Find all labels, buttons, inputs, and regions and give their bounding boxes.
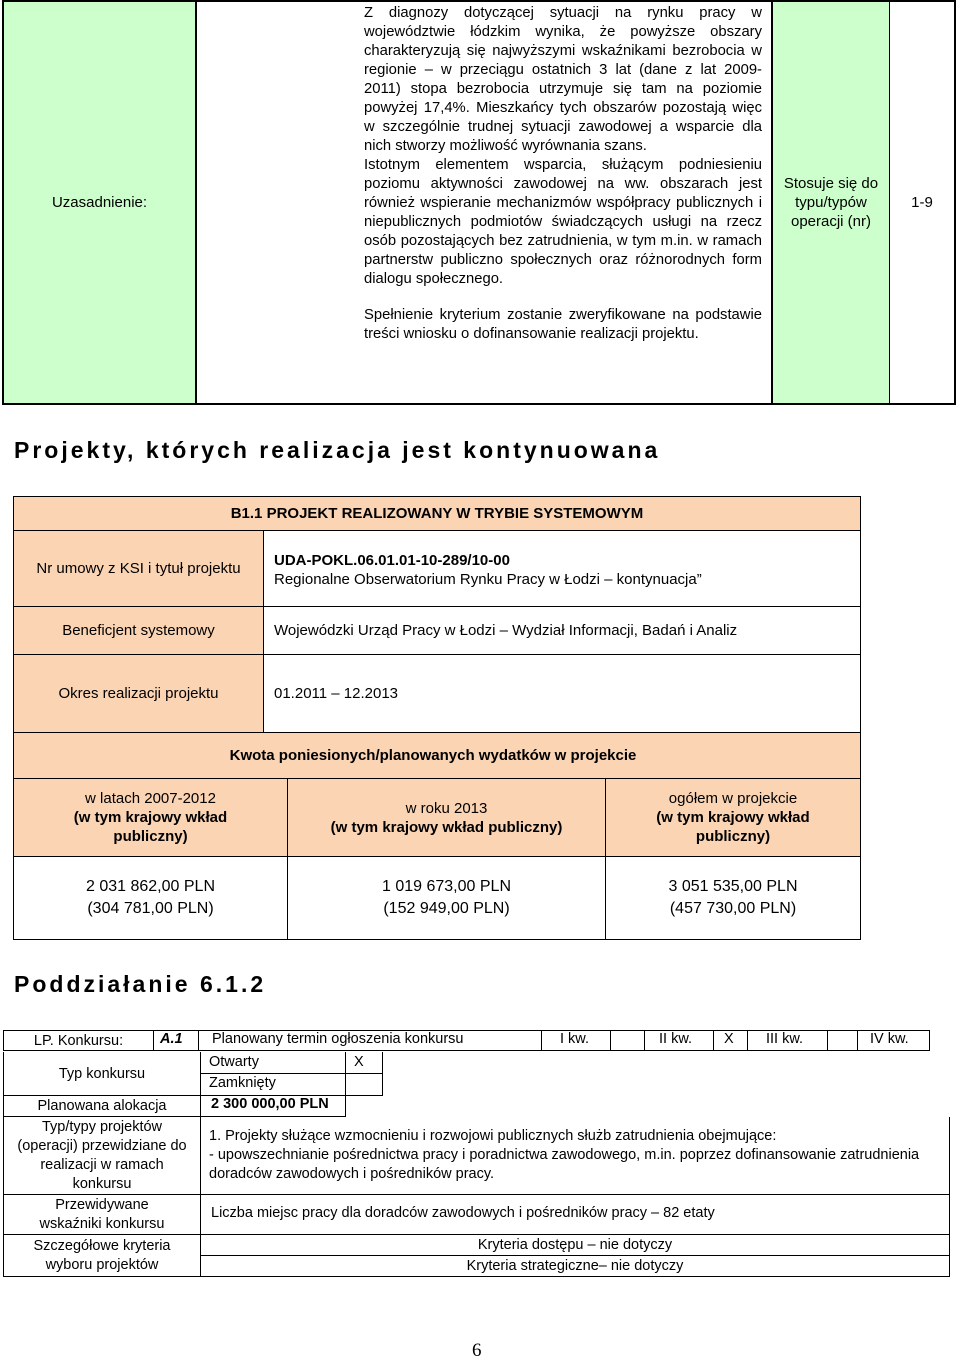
section-title-continued-projects: Projekty, których realizacja jest kontynuowana <box>14 437 661 463</box>
types-line-2: - upowszechnianie pośrednictwa pracy i poradnictwa zawodowego, m.in. poprzez dofinansowanie zatrudnienia doradców zawodowych i pośredników pracy. <box>209 1147 920 1182</box>
lp-label: LP. Konkursu: <box>33 1032 124 1049</box>
types-label: Typ/typy projektów (operacji) przewidziane do realizacji w ramach konkursu <box>17 1118 187 1192</box>
expenses-header-cell <box>14 733 860 779</box>
contract-title: Regionalne Obserwatorium Rynku Pracy w Łodzi – kontynuacja” <box>274 571 702 588</box>
types-line-1: 1. Projekty służące wzmocnieniu i rozwojowi publicznych służb zatrudnienia obejmujące: <box>209 1128 777 1144</box>
applies-value: 1-9 <box>911 194 933 211</box>
contract-label: Nr umowy z KSI i tytuł projektu <box>36 560 241 577</box>
criteria-strategic: Kryteria strategiczne– nie dotyczy <box>466 1258 684 1274</box>
beneficiary-value: Wojewódzki Urząd Pracy w Łodzi – Wydział Informacji, Badań i Analiz <box>274 622 738 639</box>
contest-row-header <box>3 1030 930 1051</box>
expenses-col3-value <box>606 857 860 939</box>
q1-label: I kw. <box>560 1031 590 1047</box>
expenses-col1-value <box>14 857 288 939</box>
project-table <box>13 496 861 940</box>
q1-mark-cell <box>611 1031 645 1050</box>
expenses-col2-line2: (w tym krajowy wkład publiczny) <box>330 818 563 836</box>
project-header-cell <box>14 497 860 531</box>
expenses-col1-line1: w latach 2007-2012 <box>85 790 216 807</box>
expenses-header: Kwota poniesionych/planowanych wydatków w projekcie <box>229 747 637 764</box>
lp-label-cell <box>4 1031 154 1050</box>
contract-value-cell <box>264 531 860 607</box>
lp-value: A.1 <box>160 1031 183 1047</box>
expenses-col2-total: 1 019 673,00 PLN <box>382 878 511 895</box>
expenses-col2-line1: w roku 2013 <box>405 799 488 817</box>
applies-label-cell <box>772 2 890 403</box>
q3-cell <box>748 1031 828 1050</box>
type-label: Typ konkursu <box>58 1065 146 1082</box>
expenses-col1-line2: (w tym krajowy wkład publiczny) <box>73 809 228 845</box>
criteria-label: Szczegółowe kryteria wyboru projektów <box>33 1237 171 1273</box>
criteria-label-cell <box>3 1235 201 1277</box>
criteria-access-cell <box>200 1235 950 1256</box>
expenses-col1-total: 2 031 862,00 PLN <box>86 878 215 895</box>
justification-table <box>2 0 956 405</box>
period-label-cell <box>14 655 264 733</box>
justification-label: Uzasadnienie: <box>51 194 148 211</box>
period-value-cell <box>264 655 860 733</box>
contest-table <box>3 1030 953 1278</box>
expenses-col2-public: (152 949,00 PLN) <box>383 900 510 917</box>
q2-mark: X <box>724 1031 734 1047</box>
expenses-col3-line1: ogółem w projekcie <box>668 790 798 807</box>
beneficiary-label-cell <box>14 607 264 655</box>
q1-cell <box>542 1031 611 1050</box>
types-label-cell <box>3 1117 201 1195</box>
q4-cell <box>858 1031 929 1050</box>
q2-mark-cell <box>714 1031 748 1050</box>
alloc-label: Planowana alokacja <box>37 1098 167 1114</box>
q4-label: IV kw. <box>870 1031 909 1047</box>
indicators-value: Liczba miejsc pracy dla doradców zawodowych i pośredników pracy – 82 etaty <box>211 1205 715 1221</box>
indicators-label: Przewidywane wskaźniki konkursu <box>39 1196 165 1232</box>
justification-paragraph-3: Spełnienie kryterium zostanie zweryfikowane na podstawie treści wniosku o dofinansowanie realizacji projektu. <box>364 307 762 342</box>
justification-paragraph-2: Istotnym elementem wsparcia, służącym podniesieniu poziomu aktywności zawodowej na ww. obszarach jest również wspieranie mechanizmów współpracy publicznych i niepublicznych podmiotów świadczących usługi na rzecz osób pozostających bez zatrudnienia, w tym m.in. w ramach partnerstw publiczno społecznych oraz różnorodnych form dialogu społecznego. <box>364 157 762 287</box>
planned-label: Planowany termin ogłoszenia konkursu <box>212 1031 464 1047</box>
expenses-col2-value <box>288 857 606 939</box>
contract-label-cell <box>14 531 264 607</box>
q2-cell <box>645 1031 714 1050</box>
lp-value-cell <box>154 1031 199 1050</box>
type-open-label: Otwarty <box>209 1054 259 1070</box>
period-value: 01.2011 – 12.2013 <box>274 685 399 702</box>
alloc-label-cell <box>3 1096 201 1117</box>
type-closed-mark-cell <box>345 1073 383 1096</box>
beneficiary-label: Beneficjent systemowy <box>62 622 215 639</box>
criteria-access: Kryteria dostępu – nie dotyczy <box>477 1237 673 1253</box>
types-value-cell <box>200 1117 950 1195</box>
expenses-col3-total: 3 051 535,00 PLN <box>668 878 798 895</box>
section-title-subaction: Poddziałanie 6.1.2 <box>14 971 267 997</box>
type-open-mark: X <box>354 1054 364 1070</box>
justification-paragraph-1: Z diagnozy dotyczącej sytuacji na rynku pracy w województwie łódzkim wynika, że powyższe obszary charakteryzują się najwyższymi wskaźnikami bezrobocia w regionie – w przeciągu ostatnich 3 lat (dane z lat 2009- 2011) stopa bezrobocia utrzymuje się tam na poziomie powyżej 17,4%. Mieszkańcy tych obszarów pozostają więc w szczególnie trudnej sytuacji zawodowej a wsparcie dla nich stworzy możliwość wyrównania szans. <box>364 5 762 154</box>
justification-label-cell <box>4 2 196 403</box>
expenses-col3-line2: (w tym krajowy wkład publiczny) <box>656 809 810 845</box>
q2-label: II kw. <box>659 1031 693 1047</box>
justification-text <box>364 4 762 344</box>
justification-divider <box>192 0 360 405</box>
type-open-cell <box>200 1052 346 1074</box>
project-header: B1.1 PROJEKT REALIZOWANY W TRYBIE SYSTEMOWYM <box>230 505 644 522</box>
type-open-mark-cell <box>345 1052 383 1074</box>
expenses-col1-header <box>14 779 288 857</box>
expenses-col3-header <box>606 779 860 857</box>
q3-label: III kw. <box>766 1031 804 1047</box>
criteria-strategic-cell <box>200 1256 950 1277</box>
indicators-label-cell <box>3 1195 201 1235</box>
applies-value-cell <box>890 2 954 403</box>
page-number: 6 <box>472 1340 482 1361</box>
alloc-value-cell <box>200 1096 346 1117</box>
type-closed-label: Zamknięty <box>209 1075 276 1091</box>
expenses-col3-public: (457 730,00 PLN) <box>669 900 797 917</box>
expenses-col1-public: (304 781,00 PLN) <box>87 900 214 917</box>
period-label: Okres realizacji projektu <box>58 685 219 702</box>
contract-number: UDA-POKL.06.01.01-10-289/10-00 <box>274 552 510 569</box>
type-label-cell <box>3 1052 201 1096</box>
beneficiary-value-cell <box>264 607 860 655</box>
q3-mark-cell <box>828 1031 858 1050</box>
indicators-value-cell <box>200 1195 950 1235</box>
applies-label: Stosuje się do typu/typów operacji (nr) <box>783 175 879 230</box>
expenses-col2-header <box>288 779 606 857</box>
type-closed-cell <box>200 1073 346 1096</box>
planned-label-cell <box>199 1031 542 1050</box>
alloc-value: 2 300 000,00 PLN <box>211 1096 329 1112</box>
